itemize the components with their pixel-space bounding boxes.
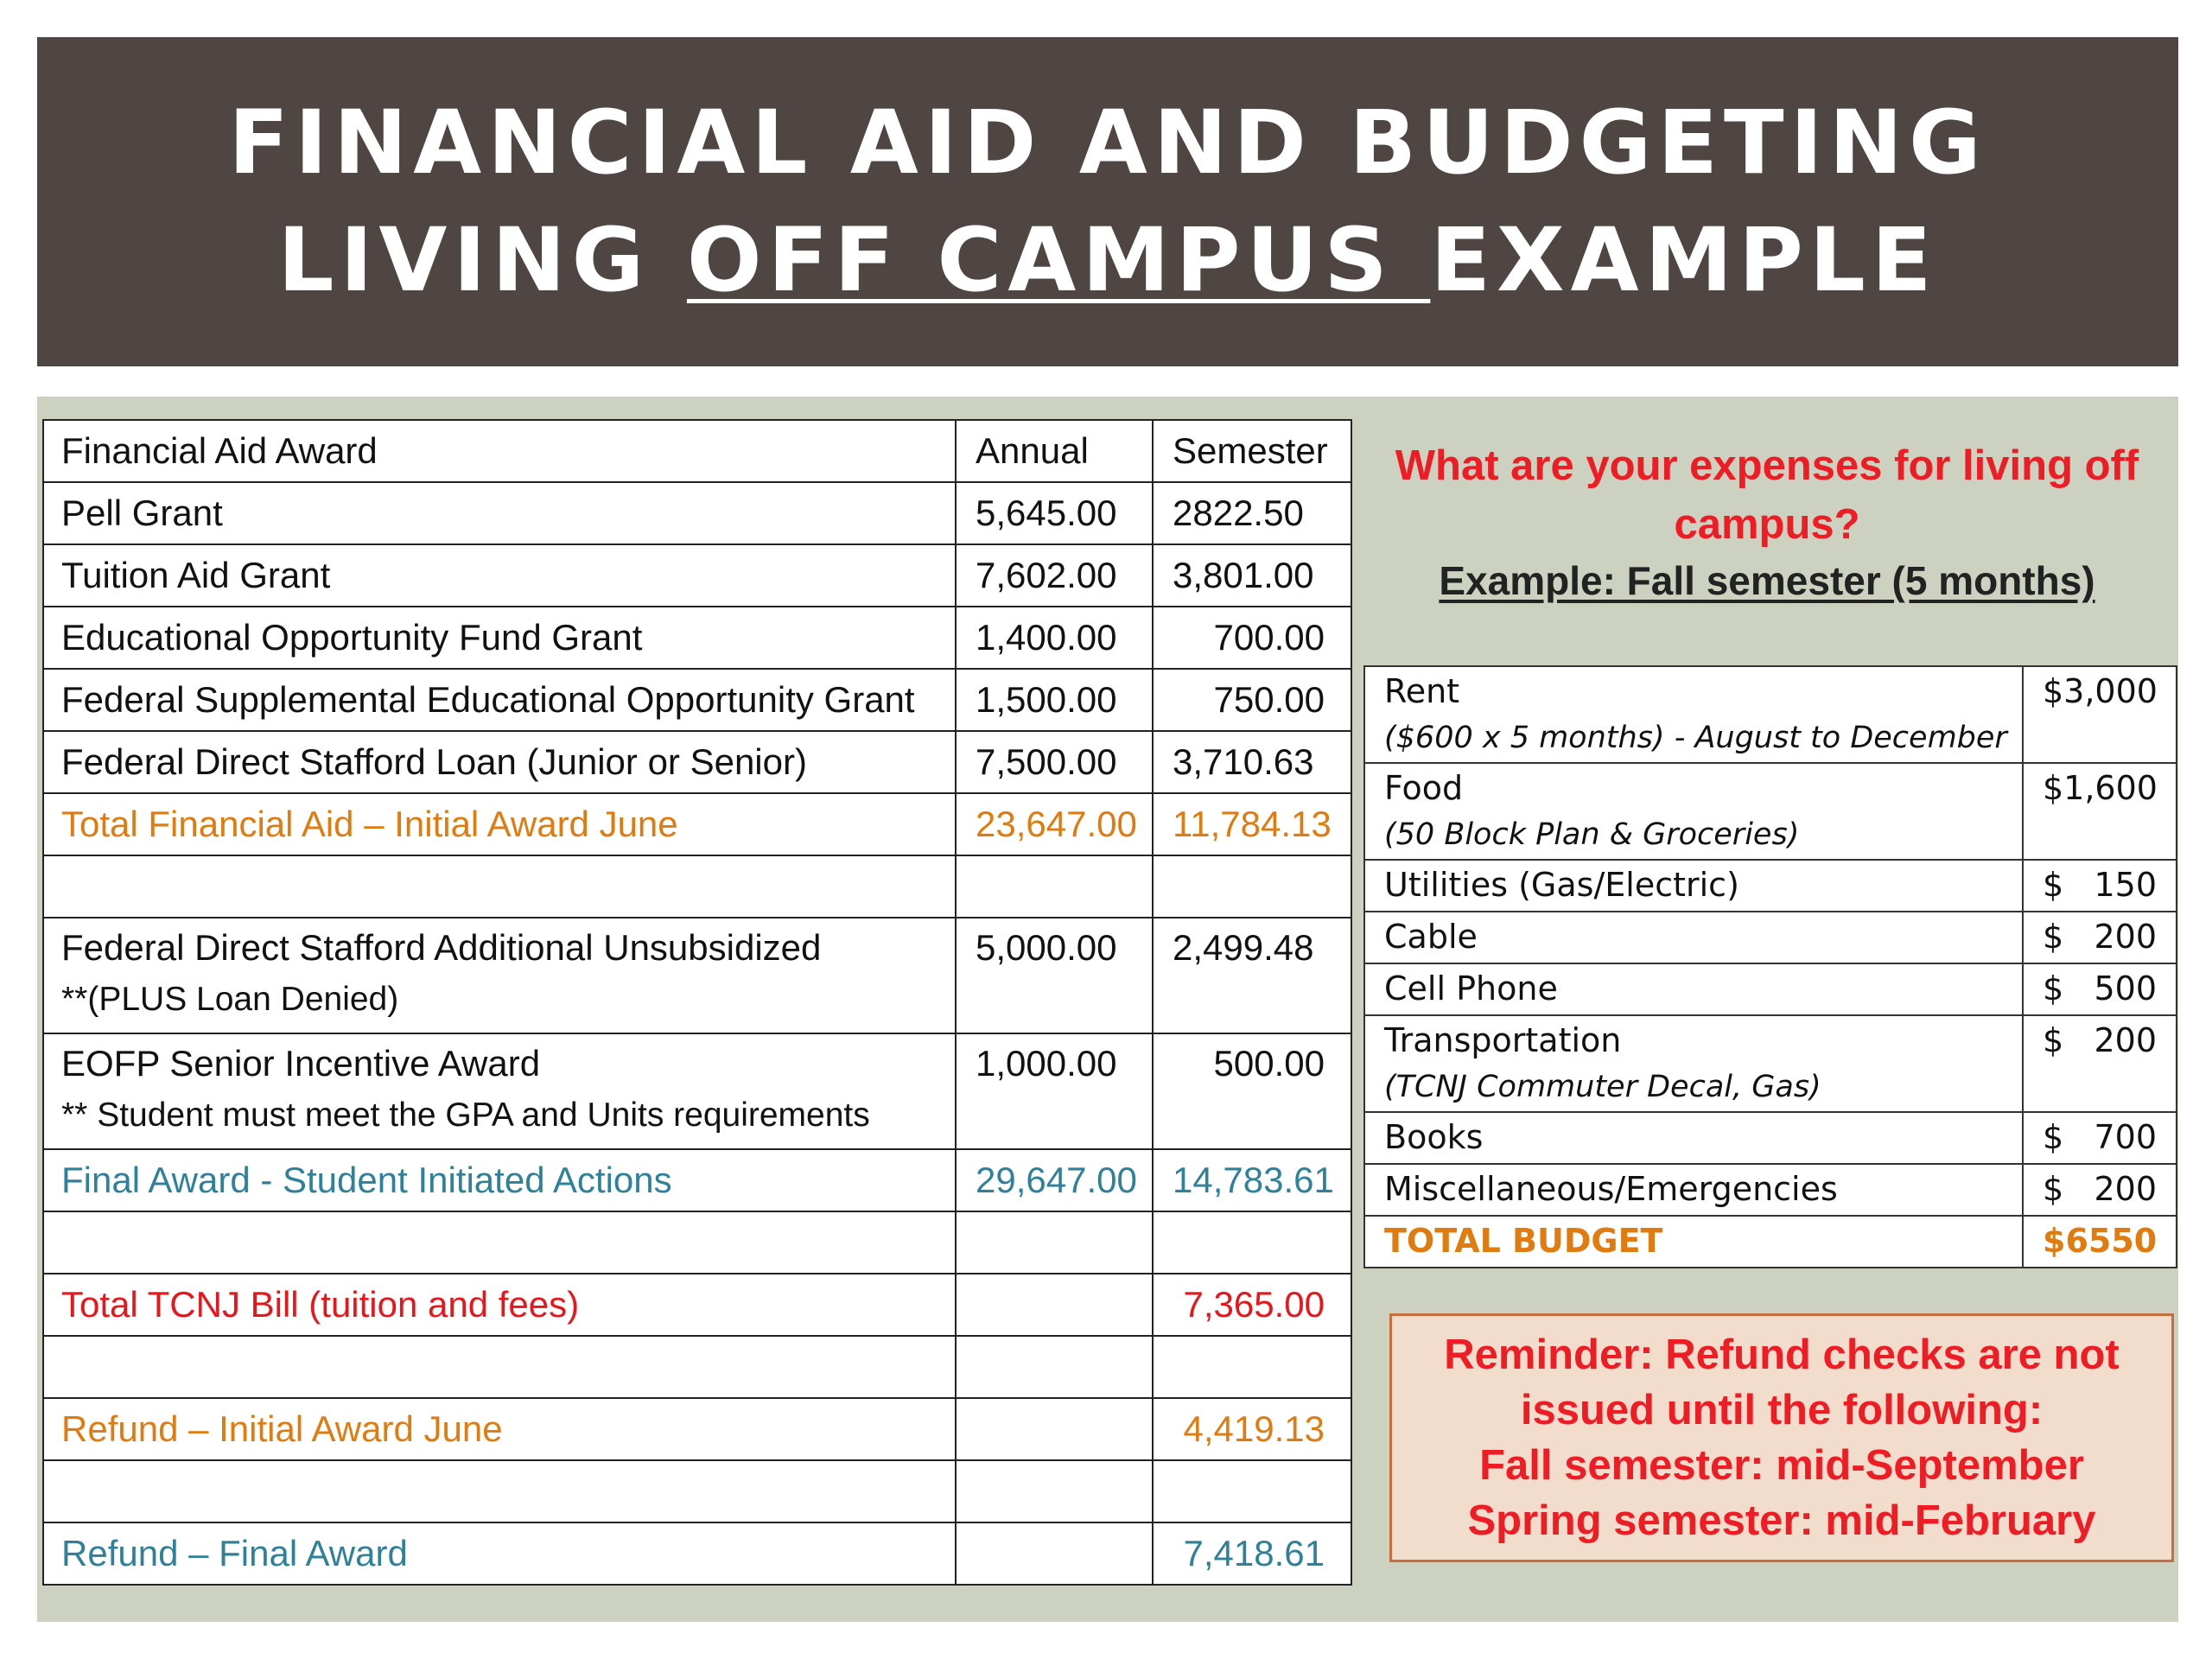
award-label: Federal Direct Stafford Loan (Junior or Senior) bbox=[43, 731, 956, 793]
expense-label-cell bbox=[1364, 1015, 2023, 1112]
total-budget-amount: $6550 bbox=[2023, 1216, 2177, 1268]
expense-amount: 200 bbox=[2094, 1021, 2157, 1059]
table-row bbox=[43, 1033, 1351, 1149]
expense-row bbox=[1364, 763, 2177, 860]
dollar-sign: $ bbox=[2043, 1021, 2064, 1059]
award-label: Pell Grant bbox=[43, 482, 956, 544]
refund-initial-semester: 4,419.13 bbox=[1153, 1398, 1351, 1460]
final-award-label: Final Award - Student Initiated Actions bbox=[43, 1149, 956, 1211]
annual-value: 7,602.00 bbox=[956, 544, 1153, 607]
eofp-note: ** Student must meet the GPA and Units requirements bbox=[61, 1096, 870, 1134]
expense-note: ($600 x 5 months) - August to December bbox=[1384, 721, 2007, 755]
semester-value: 750.00 bbox=[1153, 669, 1351, 731]
expense-note: (TCNJ Commuter Decal, Gas) bbox=[1384, 1070, 1821, 1104]
table-row bbox=[43, 482, 1351, 544]
semester-value: 500.00 bbox=[1153, 1033, 1351, 1149]
total-initial-row bbox=[43, 793, 1351, 855]
expense-row bbox=[1364, 1015, 2177, 1112]
expense-label: Food bbox=[1384, 769, 1464, 807]
total-initial-label: Total Financial Aid – Initial Award June bbox=[43, 793, 956, 855]
expense-label: Rent bbox=[1384, 672, 1460, 710]
final-award-annual: 29,647.00 bbox=[956, 1149, 1153, 1211]
refund-initial-row bbox=[43, 1398, 1351, 1460]
expense-label: Cable bbox=[1364, 912, 2023, 963]
header-cell: Financial Aid Award bbox=[43, 420, 956, 482]
total-initial-annual: 23,647.00 bbox=[956, 793, 1153, 855]
semester-value: 3,801.00 bbox=[1153, 544, 1351, 607]
annual-value: 1,400.00 bbox=[956, 607, 1153, 669]
expense-amount-cell bbox=[2023, 912, 2177, 963]
annual-value: 5,000.00 bbox=[956, 918, 1153, 1033]
table-row bbox=[43, 731, 1351, 793]
eofp-label: EOFP Senior Incentive Award bbox=[61, 1043, 541, 1084]
total-budget-row bbox=[1364, 1216, 2177, 1268]
total-initial-semester: 11,784.13 bbox=[1153, 793, 1351, 855]
semester-value: 700.00 bbox=[1153, 607, 1351, 669]
tcnj-bill-row bbox=[43, 1274, 1351, 1336]
dollar-sign: $ bbox=[2043, 1118, 2064, 1156]
expense-amount: 200 bbox=[2094, 918, 2157, 956]
expense-label: Cell Phone bbox=[1364, 963, 2023, 1015]
empty-row bbox=[43, 855, 1351, 918]
additional-loan-note: **(PLUS Loan Denied) bbox=[61, 981, 399, 1018]
final-award-row bbox=[43, 1149, 1351, 1211]
final-award-semester: 14,783.61 bbox=[1153, 1149, 1351, 1211]
header-cell: Semester bbox=[1153, 420, 1351, 482]
expense-label: Books bbox=[1364, 1112, 2023, 1164]
refund-final-label: Refund – Final Award bbox=[43, 1522, 956, 1585]
expense-amount-cell bbox=[2023, 1015, 2177, 1112]
award-label: Federal Supplemental Educational Opportunity Grant bbox=[43, 669, 956, 731]
header-cell: Annual bbox=[956, 420, 1153, 482]
table-row bbox=[43, 544, 1351, 607]
dollar-sign: $ bbox=[2043, 918, 2064, 956]
financial-aid-table bbox=[42, 419, 1352, 1586]
expense-amount: $3,000 bbox=[2023, 666, 2177, 763]
annual-value: 1,500.00 bbox=[956, 669, 1153, 731]
expenses-question: What are your expenses for living off campus? bbox=[1395, 442, 2139, 548]
expense-amount-cell bbox=[2023, 963, 2177, 1015]
title-underlined: OFF CAMPUS bbox=[686, 208, 1431, 312]
award-label: Tuition Aid Grant bbox=[43, 544, 956, 607]
total-budget-label: TOTAL BUDGET bbox=[1364, 1216, 2023, 1268]
table-row bbox=[43, 669, 1351, 731]
expense-row bbox=[1364, 860, 2177, 912]
award-label: Educational Opportunity Fund Grant bbox=[43, 607, 956, 669]
annual-value: 1,000.00 bbox=[956, 1033, 1153, 1149]
tcnj-bill-semester: 7,365.00 bbox=[1153, 1274, 1351, 1336]
expenses-table bbox=[1363, 665, 2177, 1268]
reminder-line: Reminder: Refund checks are not bbox=[1444, 1332, 2120, 1378]
reminder-line: issued until the following: bbox=[1520, 1387, 2044, 1433]
expense-amount-cell bbox=[2023, 1112, 2177, 1164]
dollar-sign: $ bbox=[2043, 1170, 2064, 1208]
annual-value: 7,500.00 bbox=[956, 731, 1153, 793]
expense-amount: $1,600 bbox=[2023, 763, 2177, 860]
eofp-cell bbox=[43, 1033, 956, 1149]
expense-amount-cell bbox=[2023, 860, 2177, 912]
semester-value: 3,710.63 bbox=[1153, 731, 1351, 793]
expense-label: Utilities (Gas/Electric) bbox=[1364, 860, 2023, 912]
title-line-2 bbox=[277, 202, 1937, 320]
slide-header bbox=[37, 37, 2178, 366]
expense-amount: 700 bbox=[2094, 1118, 2157, 1156]
empty-row bbox=[43, 1336, 1351, 1398]
expense-row bbox=[1364, 912, 2177, 963]
expense-amount: 200 bbox=[2094, 1170, 2157, 1208]
expense-label: Miscellaneous/Emergencies bbox=[1364, 1164, 2023, 1216]
reminder-line: Fall semester: mid-September bbox=[1479, 1442, 2084, 1489]
expense-amount: 150 bbox=[2094, 866, 2157, 904]
expense-row bbox=[1364, 666, 2177, 763]
title-suffix: EXAMPLE bbox=[1430, 208, 1938, 312]
dollar-sign: $ bbox=[2043, 866, 2064, 904]
expense-row bbox=[1364, 1112, 2177, 1164]
refund-reminder-box bbox=[1389, 1313, 2174, 1562]
refund-initial-label: Refund – Initial Award June bbox=[43, 1398, 956, 1460]
expense-row bbox=[1364, 1164, 2177, 1216]
title-prefix: LIVING bbox=[277, 208, 687, 312]
additional-loan-label: Federal Direct Stafford Additional Unsubsidized bbox=[61, 927, 822, 968]
expense-label-cell bbox=[1364, 666, 2023, 763]
semester-value: 2,499.48 bbox=[1153, 918, 1351, 1033]
expense-label-cell bbox=[1364, 763, 2023, 860]
expense-row bbox=[1364, 963, 2177, 1015]
title-line-1: FINANCIAL AID AND BUDGETING bbox=[228, 91, 1987, 194]
refund-final-semester: 7,418.61 bbox=[1153, 1522, 1351, 1585]
annual-value: 5,645.00 bbox=[956, 482, 1153, 544]
expenses-example: Example: Fall semester (5 months) bbox=[1439, 558, 2095, 603]
empty-row bbox=[43, 1460, 1351, 1522]
expense-amount: 500 bbox=[2094, 969, 2157, 1007]
expense-note: (50 Block Plan & Groceries) bbox=[1384, 817, 1800, 852]
table-header-row bbox=[43, 420, 1351, 482]
reminder-line: Spring semester: mid-February bbox=[1467, 1497, 2096, 1544]
additional-loan-cell bbox=[43, 918, 956, 1033]
expense-label: Transportation bbox=[1384, 1021, 1622, 1059]
tcnj-bill-label: Total TCNJ Bill (tuition and fees) bbox=[43, 1274, 956, 1336]
refund-final-row bbox=[43, 1522, 1351, 1585]
dollar-sign: $ bbox=[2043, 969, 2064, 1007]
expense-amount-cell bbox=[2023, 1164, 2177, 1216]
empty-row bbox=[43, 1211, 1351, 1274]
semester-value: 2822.50 bbox=[1153, 482, 1351, 544]
table-row bbox=[43, 607, 1351, 669]
table-row bbox=[43, 918, 1351, 1033]
